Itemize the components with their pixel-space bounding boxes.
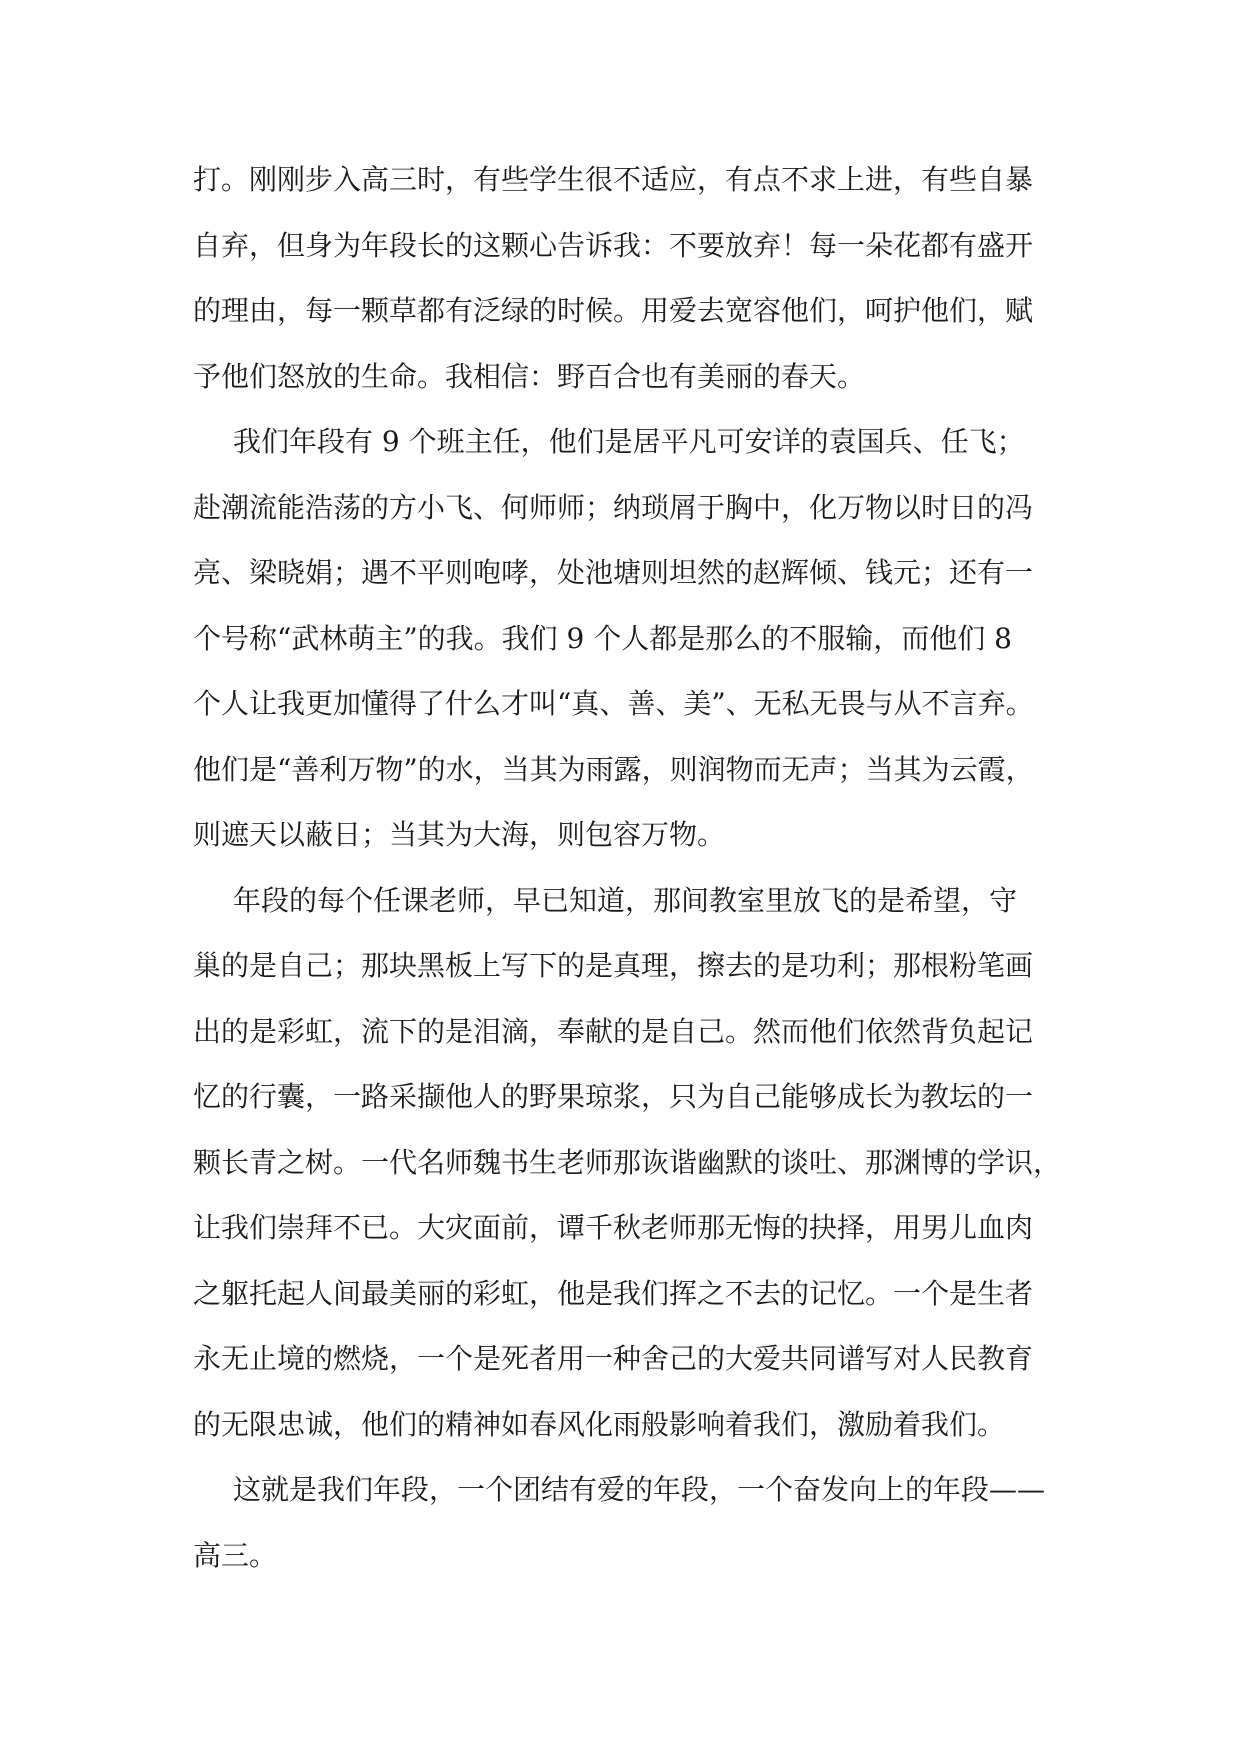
text-line: 之躯托起人间最美丽的彩虹，他是我们挥之不去的记忆。一个是生者 <box>193 1276 1034 1310</box>
text-line: 颗长青之树。一代名师魏书生老师那诙谐幽默的谈吐、那渊博的学识， <box>193 1145 1062 1179</box>
text-line: 的无限忠诚，他们的精神如春风化雨般影响着我们，激励着我们。 <box>193 1407 1006 1441</box>
text-line: 自弃，但身为年段长的这颗心告诉我：不要放弃！每一朵花都有盛开 <box>193 228 1034 262</box>
text-line: 年段的每个任课老师，早已知道，那间教室里放飞的是希望，守 <box>233 883 1018 917</box>
text-line: 出的是彩虹，流下的是泪滴，奉献的是自己。然而他们依然背负起记 <box>193 1014 1034 1048</box>
document-body <box>193 160 1063 1601</box>
text-line: 予他们怒放的生命。我相信：野百合也有美丽的春天。 <box>193 359 866 393</box>
text-line: 个号称“武林萌主”的我。我们 9 个人都是那么的不服输，而他们 8 <box>193 621 1012 655</box>
text-line: 让我们崇拜不已。大灾面前，谭千秋老师那无悔的抉择，用男儿血肉 <box>193 1211 1034 1244</box>
paragraph-4 <box>193 1470 1063 1601</box>
text-line: 高三。 <box>193 1538 278 1572</box>
text-line: 这就是我们年段，一个团结有爱的年段，一个奋发向上的年段—— <box>233 1473 1046 1506</box>
text-line: 亮、梁晓娟；遇不平则咆哮，处池塘则坦然的赵辉倾、钱元；还有一 <box>193 556 1034 589</box>
text-line: 巢的是自己；那块黑板上写下的是真理，擦去的是功利；那根粉笔画 <box>193 949 1034 982</box>
text-line: 则遮天以蔽日；当其为大海，则包容万物。 <box>193 818 726 851</box>
text-line: 忆的行囊，一路采撷他人的野果琼浆，只为自己能够成长为教坛的一 <box>193 1080 1034 1113</box>
text-line: 永无止境的燃烧，一个是死者用一种舍己的大爱共同谱写对人民教育 <box>193 1342 1034 1375</box>
text-line: 的理由，每一颗草都有泛绿的时候。用爱去宽容他们，呵护他们，赋 <box>193 294 1034 327</box>
paragraph-1 <box>193 160 1063 422</box>
text-line: 打。刚刚步入高三时，有些学生很不适应，有点不求上进，有些自暴 <box>193 163 1034 196</box>
text-line: 我们年段有 9 个班主任，他们是居平凡可安详的袁国兵、任飞； <box>233 425 1025 458</box>
text-line: 他们是“善利万物”的水，当其为雨露，则润物而无声；当其为云霞， <box>193 752 1034 786</box>
paragraph-3 <box>193 881 1063 1471</box>
text-line: 赴潮流能浩荡的方小飞、何师师；纳琐屑于胸中，化万物以时日的冯 <box>193 490 1034 524</box>
paragraph-2 <box>193 422 1063 881</box>
text-line: 个人让我更加懂得了什么才叫“真、善、美”、无私无畏与从不言弃。 <box>193 687 1034 720</box>
